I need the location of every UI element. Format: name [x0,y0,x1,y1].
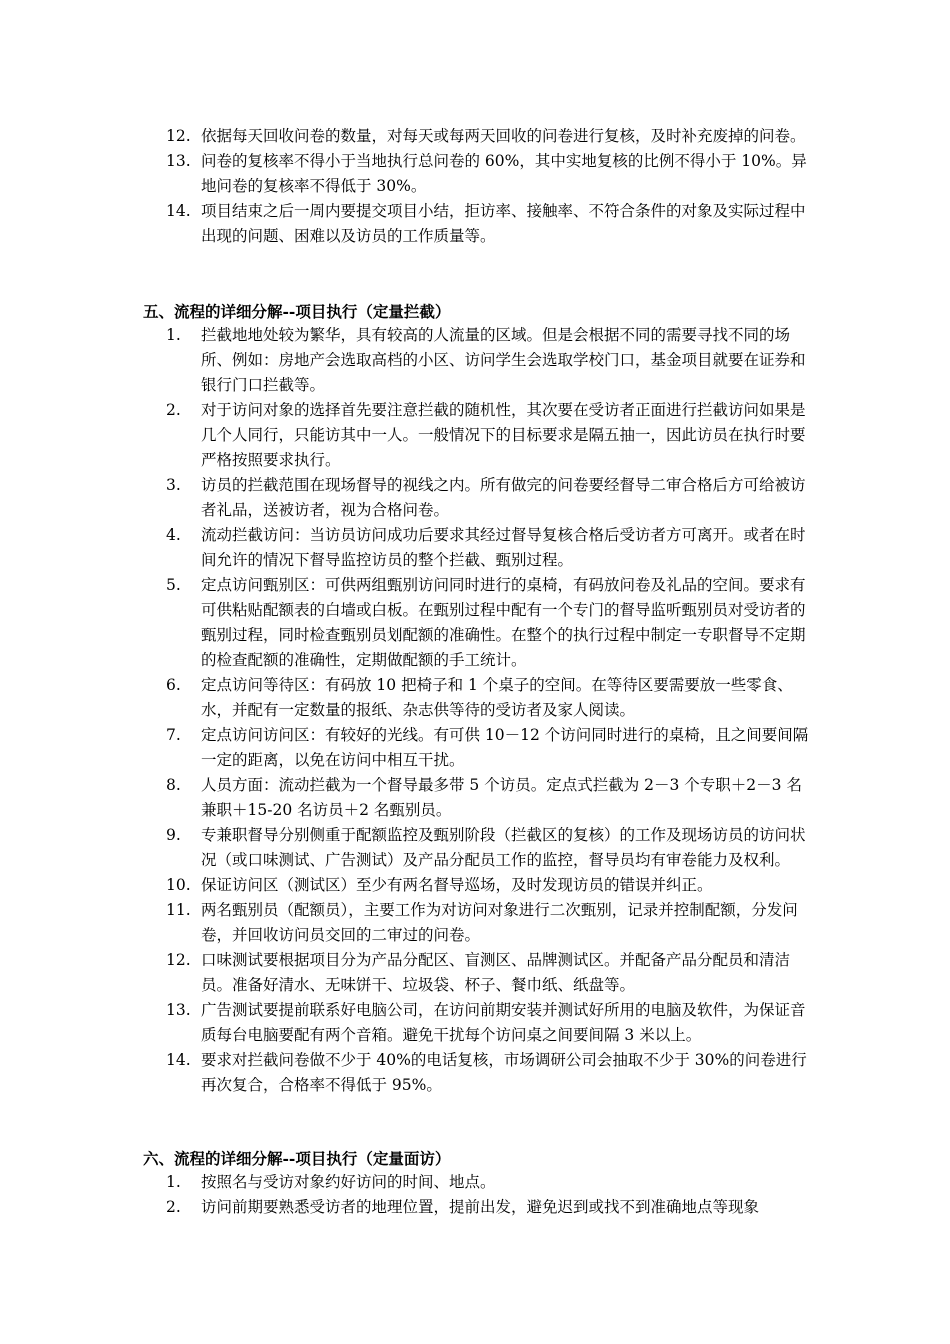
list-item [0,773,809,823]
list-item [0,149,809,199]
list-text: 访问前期要熟悉受访者的地理位置，提前出发，避免迟到或找不到准确地点等现象 [201,1198,760,1216]
list-text: 保证访问区（测试区）至少有两名督导巡场，及时发现访员的错误并纠正。 [201,876,713,894]
list-text: 访员的拦截范围在现场督导的视线之内。所有做完的问卷要经督导二审合格后方可给被访者礼品，送被访者，视为合格问卷。 [201,476,806,519]
list-number: 1. [166,326,181,344]
list-item [0,199,809,249]
list-number: 6. [166,676,181,694]
list-text: 定点访问访问区：有较好的光线。有可供 10－12 个访问同时进行的桌椅，且之间要间隔一定的距离，以免在访问中相互干扰。 [201,726,809,769]
list-item [0,573,809,673]
list-item [0,323,809,398]
list-item [0,398,809,473]
list-item [0,673,809,723]
list-item [0,898,809,948]
list-item [0,523,809,573]
list-item [0,998,809,1048]
list-number: 1. [166,1173,181,1191]
section-heading-6: 六、流程的详细分解--项目执行（定量面访） [143,1149,451,1168]
list-number: 12. [166,127,191,145]
list-item [0,823,809,873]
section-heading-5: 五、流程的详细分解--项目执行（定量拦截） [143,302,451,321]
list-item [0,473,809,523]
list-number: 7. [166,726,181,744]
list-number: 14. [166,1051,191,1069]
list-number: 14. [166,202,191,220]
list-number: 5. [166,576,181,594]
list-text: 定点访问等待区：有码放 10 把椅子和 1 个桌子的空间。在等待区要需要放一些零食、水，并配有一定数量的报纸、杂志供等待的受访者及家人阅读。 [201,676,793,719]
list-text: 专兼职督导分别侧重于配额监控及甄别阶段（拦截区的复核）的工作及现场访员的访问状况（或口味测试、广告测试）及产品分配员工作的监控，督导员均有审卷能力及权利。 [201,826,806,869]
list-text: 问卷的复核率不得小于当地执行总问卷的 60%，其中实地复核的比例不得小于 10%。异地问卷的复核率不得低于 30%。 [201,152,807,195]
list-item [0,1048,809,1098]
list-item [0,1195,809,1220]
list-number: 3. [166,476,181,494]
list-text: 两名甄别员（配额员），主要工作为对访问对象进行二次甄别，记录并控制配额，分发问卷，并回收访问员交回的二审过的问卷。 [201,901,798,944]
list-text: 拦截地地处较为繁华，具有较高的人流量的区域。但是会根据不同的需要寻找不同的场所、例如：房地产会选取高档的小区、访问学生会选取学校门口，基金项目就要在证券和银行门口拦截等。 [201,326,806,394]
section-5-list [0,323,950,1098]
list-text: 广告测试要提前联系好电脑公司，在访问前期安装并测试好所用的电脑及软件，为保证音质每台电脑要配有两个音箱。避免干扰每个访问桌之间要间隔 3 米以上。 [201,1001,806,1044]
list-item [0,1170,809,1195]
list-number: 12. [166,951,191,969]
list-number: 11. [166,901,191,919]
list-text: 依据每天回收问卷的数量，对每天或每两天回收的问卷进行复核，及时补充废掉的问卷。 [201,127,806,145]
list-item [0,124,809,149]
list-number: 9. [166,826,181,844]
list-text: 按照名与受访对象约好访问的时间、地点。 [201,1173,496,1191]
list-item [0,948,809,998]
list-item [0,723,809,773]
list-text: 项目结束之后一周内要提交项目小结，拒访率、接触率、不符合条件的对象及实际过程中出现的问题、困难以及访员的工作质量等。 [201,202,806,245]
list-text: 定点访问甄别区：可供两组甄别访问同时进行的桌椅，有码放问卷及礼品的空间。要求有可供粘贴配额表的白墙或白板。在甄别过程中配有一个专门的督导监听甄别员对受访者的甄别过程，同时检查甄别员划配额的准确性。在整个的执行过程中制定一专职督导不定期的检查配额的准确性，定期做配额的手工统计。 [201,576,806,669]
section-6-list [0,1170,950,1220]
list-text: 口味测试要根据项目分为产品分配区、盲测区、品牌测试区。并配备产品分配员和清洁员。准备好清水、无味饼干、垃圾袋、杯子、餐巾纸、纸盘等。 [201,951,791,994]
list-number: 2. [166,1198,181,1216]
list-number: 4. [166,526,181,544]
list-number: 13. [166,152,191,170]
list-number: 13. [166,1001,191,1019]
list-text: 人员方面：流动拦截为一个督导最多带 5 个访员。定点式拦截为 2－3 个专职＋2－3 名兼职＋15-20 名访员＋2 名甄别员。 [201,776,802,819]
list-number: 8. [166,776,181,794]
list-number: 10. [166,876,191,894]
list-number: 2. [166,401,181,419]
list-text: 对于访问对象的选择首先要注意拦截的随机性，其次要在受访者正面进行拦截访问如果是几个人同行，只能访其中一人。一般情况下的目标要求是隔五抽一，因此访员在执行时要严格按照要求执行。 [201,401,806,469]
list-text: 要求对拦截问卷做不少于 40%的电话复核，市场调研公司会抽取不少于 30%的问卷进行再次复合，合格率不得低于 95%。 [201,1051,807,1094]
list-text: 流动拦截访问：当访员访问成功后要求其经过督导复核合格后受访者方可离开。或者在时间允许的情况下督导监控访员的整个拦截、甄别过程。 [201,526,806,569]
list-item [0,873,809,898]
list-continued [0,124,950,249]
